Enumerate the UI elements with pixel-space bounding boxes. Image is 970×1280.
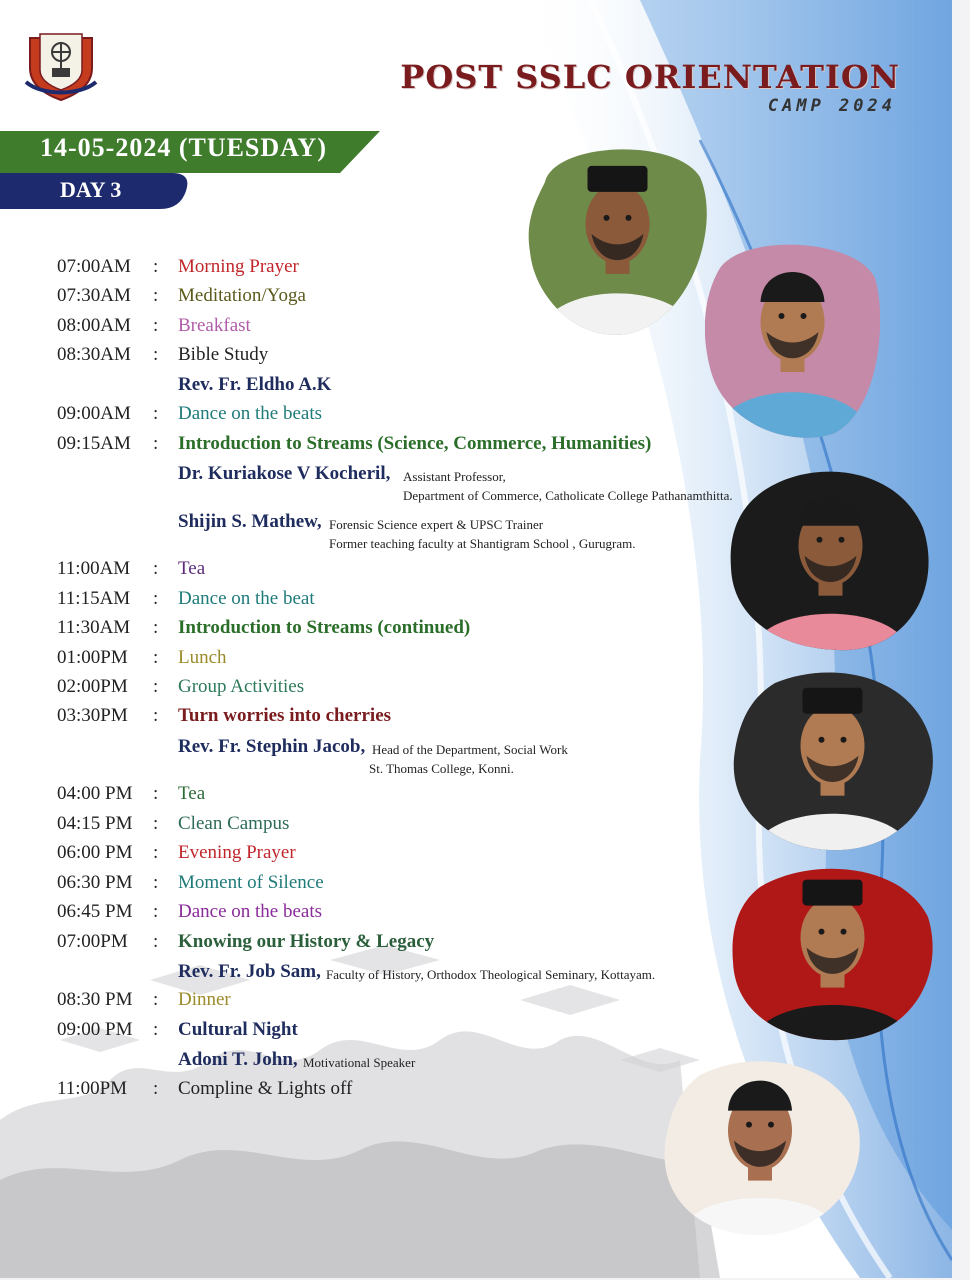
schedule-time: 03:30PM (57, 705, 128, 726)
day-label: DAY 3 (60, 177, 122, 202)
speaker-affiliation: Former teaching faculty at Shantigram School , Gurugram. (329, 536, 636, 551)
schedule-time: 09:15AM (57, 433, 131, 454)
schedule-activity: Breakfast (178, 315, 251, 336)
schedule-activity: Tea (178, 558, 206, 579)
separator-colon: : (153, 705, 159, 726)
schedule-time: 06:45 PM (57, 901, 133, 922)
schedule-time: 07:30AM (57, 285, 131, 306)
speaker-name: Dr. Kuriakose V Kocheril, (178, 463, 391, 484)
schedule-activity: Moment of Silence (178, 872, 324, 893)
schedule-activity: Evening Prayer (178, 842, 296, 863)
separator-colon: : (153, 647, 159, 668)
separator-colon: : (153, 1019, 159, 1040)
separator-colon: : (153, 813, 159, 834)
separator-colon: : (153, 256, 159, 277)
schedule-activity: Group Activities (178, 676, 305, 697)
speaker-photo-4 (730, 668, 935, 853)
speaker-description: Forensic Science expert & UPSC Trainer (329, 517, 544, 532)
schedule-time: 08:30 PM (57, 989, 133, 1010)
separator-colon: : (153, 676, 159, 697)
page-subtitle: CAMP 2024 (767, 96, 896, 116)
speaker-description: Head of the Department, Social Work (372, 742, 568, 757)
schedule-time: 09:00AM (57, 403, 131, 424)
separator-colon: : (153, 344, 159, 365)
schedule-activity: Compline & Lights off (178, 1078, 353, 1099)
schedule-time: 06:00 PM (57, 842, 133, 863)
speaker-description: Faculty of History, Orthodox Theological Seminary, Kottayam. (326, 967, 656, 982)
separator-colon: : (153, 872, 159, 893)
separator-colon: : (153, 1078, 159, 1099)
schedule-activity: Dance on the beat (178, 588, 315, 609)
speaker-name: Shijin S. Mathew, (178, 511, 322, 532)
emblem-shield-icon (22, 30, 100, 102)
speaker-photo-1 (525, 142, 710, 337)
separator-colon: : (153, 783, 159, 804)
schedule-activity: Cultural Night (178, 1019, 298, 1040)
schedule-time: 02:00PM (57, 676, 128, 697)
schedule-activity: Lunch (178, 647, 227, 668)
schedule-time: 07:00PM (57, 931, 128, 952)
schedule-time: 08:00AM (57, 315, 131, 336)
speaker-affiliation: St. Thomas College, Konni. (369, 761, 514, 776)
speaker-name: Rev. Fr. Job Sam, (178, 961, 321, 982)
schedule-time: 07:00AM (57, 256, 131, 277)
speaker-name: Rev. Fr. Stephin Jacob, (178, 736, 366, 757)
speaker-photo-6 (660, 1055, 860, 1235)
schedule-time: 11:30AM (57, 617, 131, 638)
separator-colon: : (153, 558, 159, 579)
separator-colon: : (153, 433, 159, 454)
speaker-description: Assistant Professor, (403, 469, 506, 484)
speaker-photo-2 (705, 238, 880, 438)
separator-colon: : (153, 403, 159, 424)
schedule-time: 09:00 PM (57, 1019, 133, 1040)
schedule-activity: Introduction to Streams (continued) (178, 617, 471, 638)
schedule-activity: Dinner (178, 989, 231, 1010)
schedule-activity: Tea (178, 783, 206, 804)
separator-colon: : (153, 842, 159, 863)
separator-colon: : (153, 315, 159, 336)
schedule-activity: Bible Study (178, 344, 269, 365)
speaker-name: Adoni T. John, (178, 1049, 298, 1070)
schedule-time: 06:30 PM (57, 872, 133, 893)
schedule-activity: Introduction to Streams (Science, Commerce, Humanities) (178, 433, 652, 454)
schedule-activity: Dance on the beats (178, 403, 323, 424)
schedule-activity: Meditation/Yoga (178, 285, 306, 306)
speaker-name: Rev. Fr. Eldho A.K (178, 374, 332, 395)
schedule-activity: Morning Prayer (178, 256, 299, 277)
schedule-time: 01:00PM (57, 647, 128, 668)
page-title: POST SSLC ORIENTATION (400, 58, 900, 96)
schedule-time: 04:00 PM (57, 783, 133, 804)
separator-colon: : (153, 931, 159, 952)
speaker-photo-5 (730, 862, 935, 1042)
schedule-time: 11:15AM (57, 588, 131, 609)
schedule-activity: Knowing our History & Legacy (178, 931, 435, 952)
schedule-time: 04:15 PM (57, 813, 133, 834)
schedule-activity: Clean Campus (178, 813, 290, 834)
schedule-activity: Turn worries into cherries (178, 705, 392, 726)
separator-colon: : (153, 285, 159, 306)
speaker-affiliation: Department of Commerce, Catholicate College Pathanamthitta. (403, 488, 733, 503)
speaker-description: Motivational Speaker (303, 1055, 416, 1070)
separator-colon: : (153, 588, 159, 609)
separator-colon: : (153, 901, 159, 922)
speaker-photo-3 (728, 468, 933, 653)
separator-colon: : (153, 989, 159, 1010)
schedule-time: 11:00AM (57, 558, 131, 579)
date-heading: 14-05-2024 (TUESDAY) (40, 133, 327, 162)
schedule-activity: Dance on the beats (178, 901, 323, 922)
schedule-time: 11:00PM (57, 1078, 128, 1099)
schedule-time: 08:30AM (57, 344, 131, 365)
separator-colon: : (153, 617, 159, 638)
